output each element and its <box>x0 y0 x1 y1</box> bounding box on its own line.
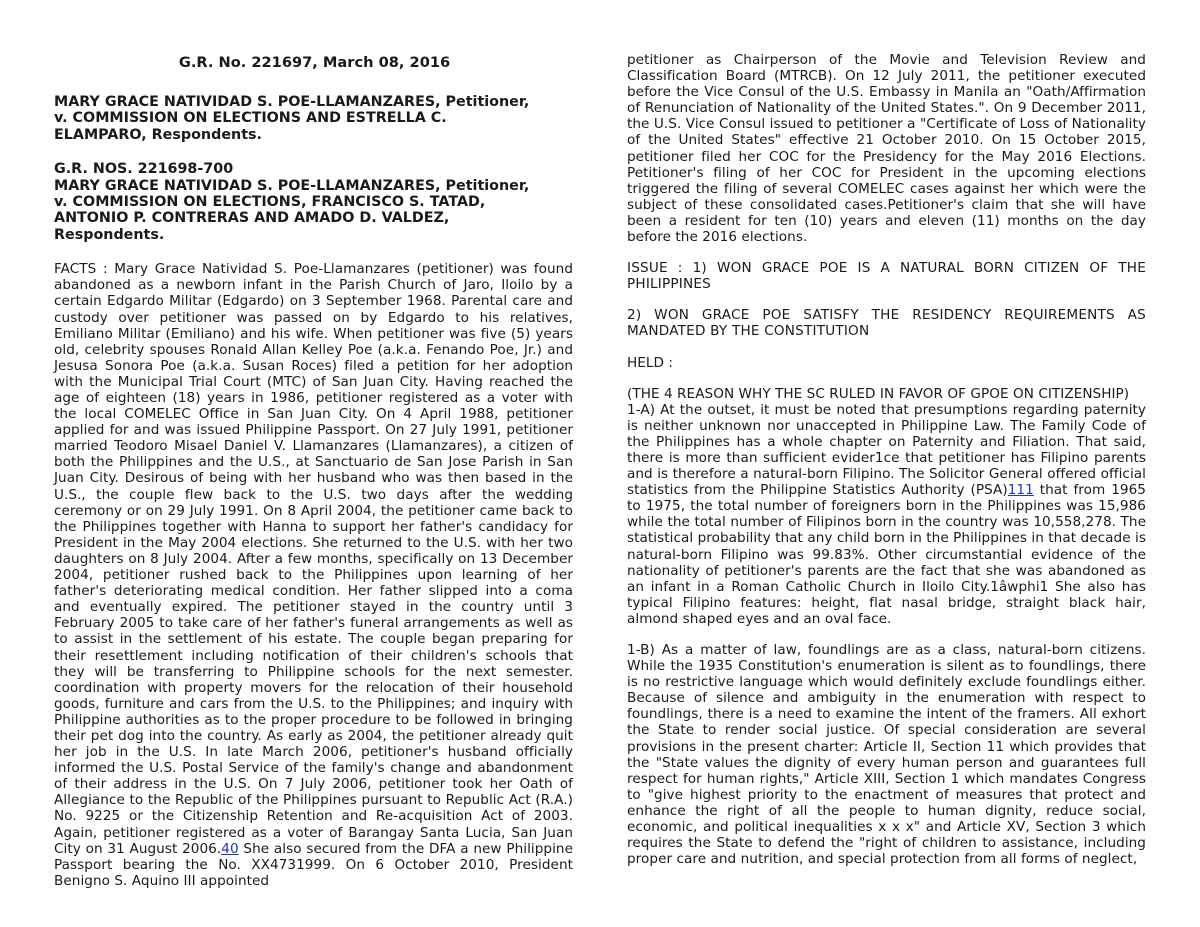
case-caption-line: v. COMMISSION ON ELECTIONS, FRANCISCO S. TATAD, <box>54 194 486 211</box>
reason-heading: (THE 4 REASON WHY THE SC RULED IN FAVOR OF GPOE ON CITIZENSHIP) <box>627 385 1130 402</box>
paragraph-1a-text-continued: that from 1965 to 1975, the total number of foreigners born in the Philippines was 15,986 while the total number of Filipinos born in the country was 10,558,278. The statistical probability that any child born in the Philippines in that decade is natural-born Filipino was 99.83%. Other circumstantial evidence of the nationality of petitioner's parents are the fact that she was abandoned as an infant in a Roman Catholic Church in Iloilo City.1âwphi1 She also has typical Filipino features: height, flat nasal bridge, straight black hair, almond shaped eyes and an oval face. <box>627 482 1146 627</box>
case-date-title: G.R. No. 221697, March 08, 2016 <box>178 54 451 71</box>
footnote-link-111[interactable]: 111 <box>1007 482 1034 499</box>
issue-1-paragraph: ISSUE : 1) WON GRACE POE IS A NATURAL BORN CITIZEN OF THE PHILIPPINES <box>627 260 1146 293</box>
facts-text: FACTS : Mary Grace Natividad S. Poe-Llamanzares (petitioner) was found abandoned as a newborn infant in the Parish Church of Jaro, Iloilo by a certain Edgardo Militar (Edgardo) on 3 September 1968. Parental care and custody over petitioner was passed on by Edgardo to his relatives, Emiliano Militar (Emiliano) and his wife. When petitioner was five (5) years old, celebrity spouses Ronald Allan Kelley Poe (a.k.a. Fenando Poe, Jr.) and Jesusa Sonora Poe (a.k.a. Susan Roces) filed a petition for her adoption with the Municipal Trial Court (MTC) of San Juan City. Having reached the age of eighteen (18) years in 1986, petitioner registered as a voter with the local COMELEC Office in San Juan City. On 4 April 1988, petitioner applied for and was issued Philippine Passport. On 27 July 1991, petitioner married Teodoro Misael Daniel V. Llamanzares (Llamanzares), a citizen of both the Philippines and the U.S., at Sanctuario de San Jose Parish in San Juan City. Desirous of being with her husband who was then based in the U.S., the couple flew back to the U.S. two days after the wedding ceremony or on 29 July 1991. On 8 April 2004, the petitioner came back to the Philippines together with Hanna to support her father's candidacy for President in the May 2004 elections. She returned to the U.S. with her two daughters on 8 July 2004. After a few months, specifically on 13 December 2004, petitioner rushed back to the Philippines upon learning of her father's deteriorating medical condition. Her father slipped into a coma and eventually expired. The petitioner stayed in the country until 3 February 2005 to take care of her father's funeral arrangements as well as to assist in the settlement of his estate. The couple began preparing for their resettlement including notification of their children's schools that they will be transferring to Philippine schools for the next semester. coordination with property movers for the relocation of their household goods, furniture and cars from the U.S. to the Philippines; and inquiry with Philippine authorities as to the proper procedure to be followed in bringing their pet dog into the country. As early as 2004, the petitioner already quit her job in the U.S. In late March 2006, petitioner's husband officially informed the U.S. Postal Service of the family's change and abandonment of their address in the U.S. On 7 July 2006, petitioner took her Oath of Allegiance to the Republic of the Philippines pursuant to Republic Act (R.A.) No. 9225 or the Citizenship Retention and Re-acquisition Act of 2003. Again, petitioner registered as a voter of Barangay Santa Lucia, San Juan City on 31 August 2006. <box>54 261 573 857</box>
facts-paragraph <box>54 261 573 889</box>
left-column <box>54 52 573 904</box>
facts-continuation-paragraph: petitioner as Chairperson of the Movie and Television Review and Classification Board (MTRCB). On 12 July 2011, the petitioner executed before the Vice Consul of the U.S. Embassy in Manila an "Oath/Affirmation of Renunciation of Nationality of the United States.". On 9 December 2011, the U.S. Vice Consul issued to petitioner a "Certificate of Loss of Nationality of the United States" effective 21 October 2010. On 15 October 2015, petitioner filed her COC for the Presidency for the May 2016 Elections. Petitioner's filing of her COC for President in the upcoming elections triggered the filing of several COMELEC cases against her which were the subject of these consolidated cases.Petitioner's claim that she will have been a resident for ten (10) years and eleven (11) months on the day before the 2016 elections. <box>627 52 1146 246</box>
paragraph-1a <box>627 402 1146 627</box>
case-caption-line: MARY GRACE NATIVIDAD S. POE-LLAMANZARES, Petitioner, <box>54 94 530 110</box>
issue-2-paragraph: 2) WON GRACE POE SATISFY THE RESIDENCY REQUIREMENTS AS MANDATED BY THE CONSTITUTION <box>627 307 1146 340</box>
case-caption-line: v. COMMISSION ON ELECTIONS AND ESTRELLA C. <box>54 110 447 127</box>
case-caption-line: ELAMPARO, Respondents. <box>54 126 262 143</box>
paragraph-1a-text: 1-A) At the outset, it must be noted that presumptions regarding paternity is neither unknown nor unaccepted in Philippine Law. The Family Code of the Philippines has a whole chapter on Paternity and Filiation. That said, there is more than sufficient evider1ce that petitioner has Filipino parents and is therefore a natural-born Filipino. The Solicitor General offered official statistics from the Philippine Statistics Authority (PSA) <box>627 401 1146 499</box>
facts-text-continued: She also secured from the DFA a new Philippine Passport bearing the No. XX4731999. On 6 October 2010, President Benigno S. Aquino III appointed <box>54 840 573 889</box>
case-caption-line: Respondents. <box>54 226 165 243</box>
case-caption-line: MARY GRACE NATIVIDAD S. POE-LLAMANZARES, Petitioner, <box>54 177 530 194</box>
right-column <box>627 52 1146 882</box>
case-caption-line: ANTONIO P. CONTRERAS AND AMADO D. VALDEZ, <box>54 210 450 227</box>
case-caption-2 <box>54 161 573 243</box>
paragraph-1b: 1-B) As a matter of law, foundlings are as a class, natural-born citizens. While the 1935 Constitution's enumeration is silent as to foundlings, there is no restrictive language which would definitely exclude foundlings either. Because of silence and ambiguity in the enumeration with respect to foundlings, there is a need to examine the intent of the framers. All exhort the State to render social justice. Of special consideration are several provisions in the present charter: Article II, Section 11 which provides that the "State values the dignity of every human person and guarantees full respect for human rights," Article XIII, Section 1 which mandates Congress to "give highest priority to the enactment of measures that protect and enhance the right of all the people to human dignity, reduce social, economic, and political inequalities x x x" and Article XV, Section 3 which requires the State to defend the "right of children to assistance, including proper care and nutrition, and special protection from all forms of neglect, <box>627 642 1146 868</box>
held-label: HELD : <box>627 354 674 371</box>
footnote-link-40[interactable]: 40 <box>221 840 239 857</box>
case-caption-line: G.R. NOS. 221698-700 <box>54 161 234 178</box>
case-caption-1 <box>54 94 573 143</box>
